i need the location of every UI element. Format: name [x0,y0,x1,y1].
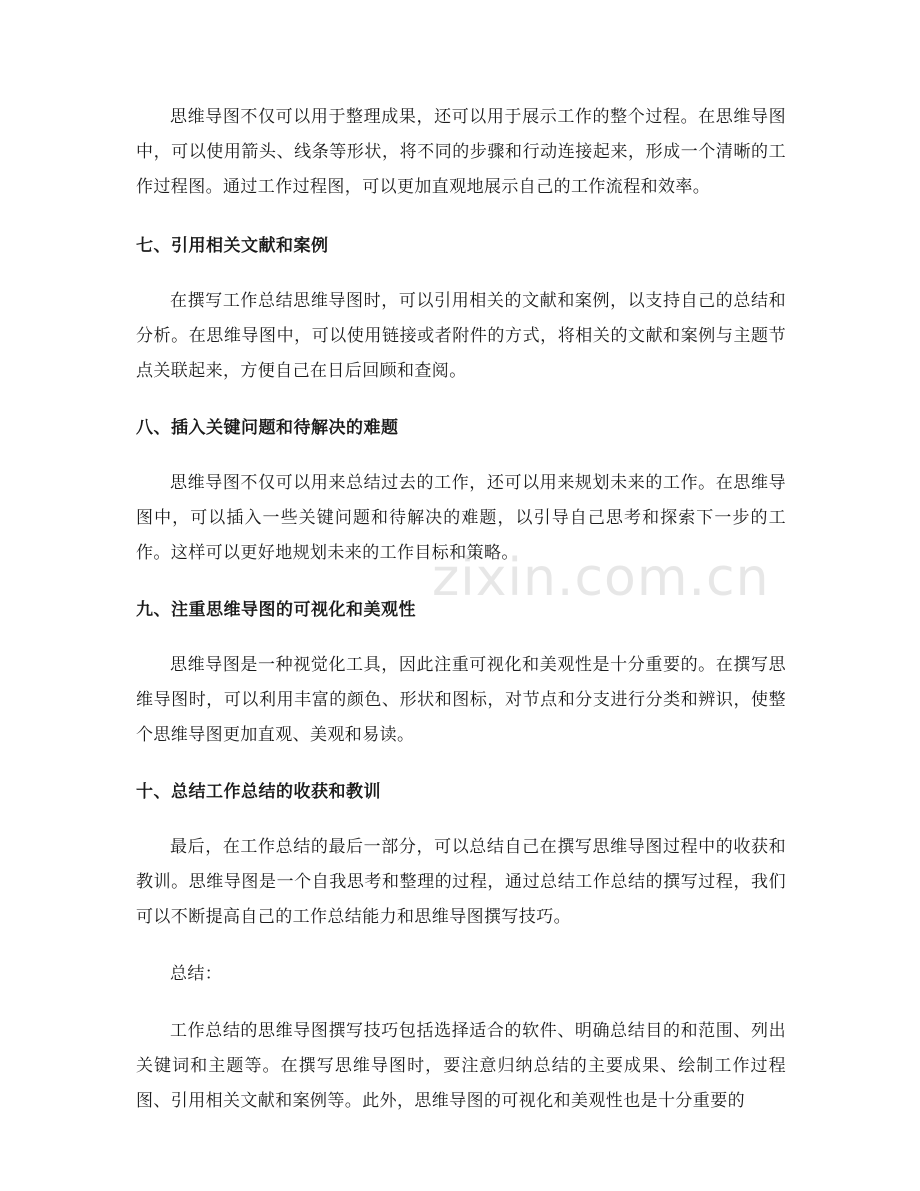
summary-paragraph: 工作总结的思维导图撰写技巧包括选择适合的软件、明确总结目的和范围、列出关键词和主题等。在撰写思维导图时，要注意归纳总结的主要成果、绘制工作过程图、引用相关文献和案例等。此外，思维导图的可视化和美观性也是十分重要的 [136,1021,786,1111]
section-heading-8: 八、插入关键问题和待解决的难题 [136,418,399,438]
summary-label: 总结： [170,964,223,984]
document-body [136,100,786,1119]
section-body-8: 思维导图不仅可以用来总结过去的工作，还可以用来规划未来的工作。在思维导图中，可以插入一些关键问题和待解决的难题，以引导自己思考和探索下一步的工作。这样可以更好地规划未来的工作目标和策略。 [136,473,786,563]
section-heading-7: 七、引用相关文献和案例 [136,236,329,256]
section-heading-9: 九、注重思维导图的可视化和美观性 [136,600,416,620]
section-body-9: 思维导图是一种视觉化工具，因此注重可视化和美观性是十分重要的。在撰写思维导图时，可以利用丰富的颜色、形状和图标，对节点和分支进行分类和辨识，使整个思维导图更加直观、美观和易读。 [136,655,786,745]
section-heading-10: 十、总结工作总结的收获和教训 [136,782,381,802]
section-body-10: 最后，在工作总结的最后一部分，可以总结自己在撰写思维导图过程中的收获和教训。思维导图是一个自我思考和整理的过程，通过总结工作总结的撰写过程，我们可以不断提高自己的工作总结能力和思维导图撰写技巧。 [136,837,786,927]
watermark: zixin.com.cn [432,548,770,608]
intro-paragraph: 思维导图不仅可以用于整理成果，还可以用于展示工作的整个过程。在思维导图中，可以使用箭头、线条等形状，将不同的步骤和行动连接起来，形成一个清晰的工作过程图。通过工作过程图，可以更加直观地展示自己的工作流程和效率。 [136,107,786,197]
section-body-7: 在撰写工作总结思维导图时，可以引用相关的文献和案例，以支持自己的总结和分析。在思维导图中，可以使用链接或者附件的方式，将相关的文献和案例与主题节点关联起来，方便自己在日后回顾和查阅。 [136,291,786,381]
